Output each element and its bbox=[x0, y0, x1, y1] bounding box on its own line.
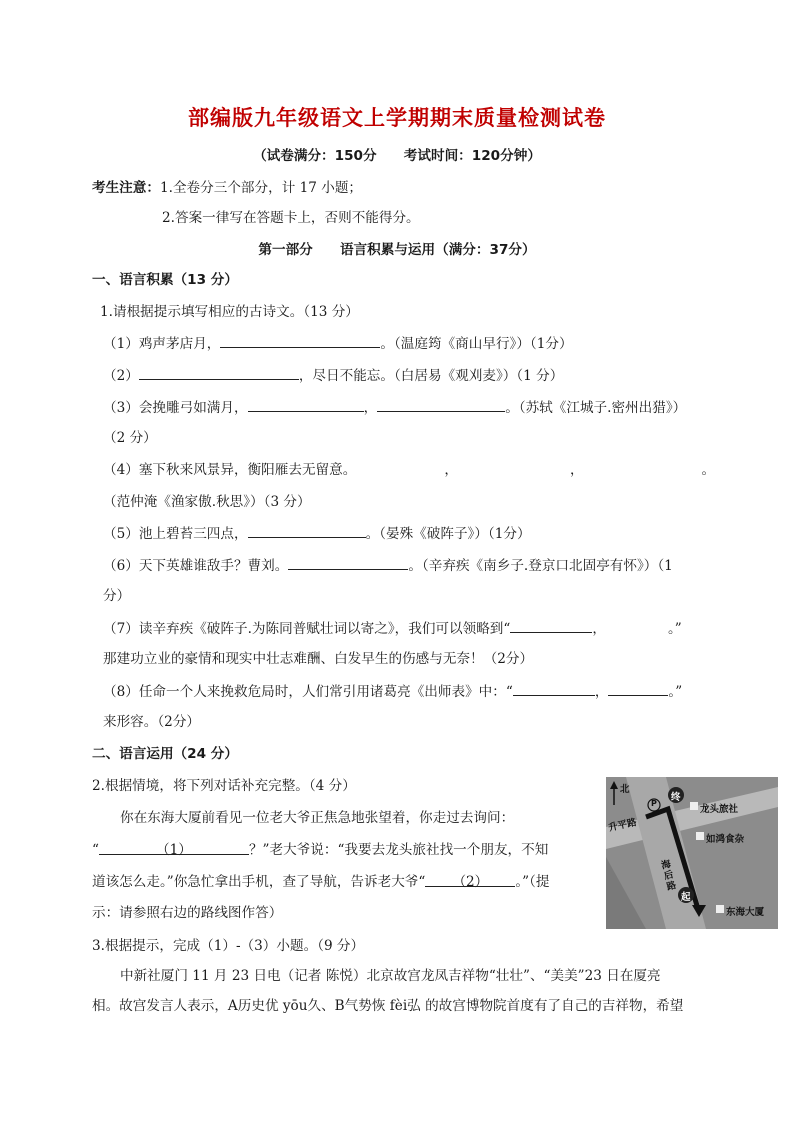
q1-sub3-score: （2 分） bbox=[103, 430, 157, 446]
q1-sub3-text: （3）会挽雕弓如满月， bbox=[103, 400, 248, 416]
q3-para-2: 相。故宫发言人表示，A历史优 yōu久、B气势恢 fèi弘 的故宫博物院首度有了自己的吉祥物，希望 bbox=[92, 998, 684, 1014]
q1-sub1-text: （1）鸡声茅店月， bbox=[103, 336, 221, 352]
answer-blank[interactable] bbox=[220, 333, 380, 348]
q2-para-3 bbox=[92, 872, 550, 892]
comma: ， bbox=[569, 462, 584, 478]
q1-sub2-source: ，尽日不能忘。（白居易《观刈麦》）（1 分） bbox=[298, 368, 564, 384]
q1-sub2-text: （2） bbox=[103, 368, 139, 384]
notice-item-2: 2.答案一律写在答题卡上，否则不能得分。 bbox=[162, 210, 420, 226]
route-map bbox=[606, 777, 778, 929]
q1-sub3-source: 。（苏轼《江城子.密州出猎》） bbox=[505, 400, 687, 416]
q2-para-2-text: ？”老大爷说：“我要去龙头旅社找一个朋友，不知 bbox=[248, 842, 549, 858]
parking-icon: P bbox=[651, 799, 657, 808]
q1-sub5-text: （5）池上碧苔三四点， bbox=[103, 526, 248, 542]
q1-sub6 bbox=[103, 555, 673, 576]
poi-ruhong: 如鸿食杂 bbox=[706, 834, 745, 845]
q1-sub8-continued: 来形容。（2分） bbox=[103, 714, 201, 730]
q1-sub8-text: （8）任命一个人来挽救危局时，人们常引用诸葛亮《出师表》中：“ bbox=[103, 684, 513, 700]
q1-sub1-source: 。（温庭筠《商山早行》）（1分） bbox=[380, 336, 573, 352]
q2-para-1: 你在东海大厦前看见一位老大爷正焦急地张望着，你走过去询问： bbox=[120, 810, 515, 826]
end-marker: 终 bbox=[671, 792, 681, 803]
q1-sub7 bbox=[103, 618, 682, 639]
answer-blank-2[interactable] bbox=[425, 872, 515, 890]
q2-para-3-end: 。”（提 bbox=[515, 874, 550, 890]
answer-blank[interactable] bbox=[248, 523, 366, 538]
q1-sub6-source: 。（辛弃疾《南乡子.登京口北固亭有怀》）（1 bbox=[408, 558, 673, 574]
q1-sub7-continued: 那建功立业的豪情和现实中壮志难酬、白发早生的伤感与无奈！（2分） bbox=[103, 651, 534, 667]
road-label-top: 升平路 bbox=[607, 817, 638, 834]
start-marker: 起 bbox=[681, 892, 691, 903]
notice-item-1: 1.全卷分三个部分，计 17 小题； bbox=[159, 180, 363, 196]
part1-heading: 第一部分 语言积累与运用（满分：37分） bbox=[258, 242, 536, 258]
page-title: 部编版九年级语文上学期期末质量检测试卷 bbox=[188, 106, 606, 130]
q1-sub3 bbox=[103, 397, 686, 418]
q1-sub4 bbox=[103, 460, 715, 480]
period: 。 bbox=[701, 462, 716, 478]
poi-longtou: 龙头旅社 bbox=[700, 804, 739, 815]
answer-blank[interactable] bbox=[248, 397, 364, 412]
answer-blank[interactable] bbox=[510, 618, 592, 633]
quote-end: 。” bbox=[667, 621, 682, 637]
q3-para-1: 中新社厦门 11 月 23 日电（记者 陈悦）北京故宫龙凤吉祥物“壮壮”、“美美”23 日在厦亮 bbox=[120, 968, 661, 984]
q1-sub4-source: （范仲淹《渔家傲.秋思》）（3 分） bbox=[103, 494, 311, 510]
exam-info: （试卷满分：150分 考试时间：120分钟） bbox=[253, 148, 541, 164]
q1-sub1 bbox=[103, 333, 573, 354]
quote-open: “ bbox=[92, 842, 99, 858]
q2-stem: 2.根据情境，将下列对话补充完整。（4 分） bbox=[92, 778, 356, 794]
q1-sub7-text: （7）读辛弃疾《破阵子.为陈同普赋壮词以寄之》，我们可以领略到“ bbox=[103, 621, 511, 637]
north-label: 北 bbox=[620, 784, 630, 795]
road-label-vertical: 海后路 bbox=[660, 858, 678, 893]
notice-line-1 bbox=[92, 178, 362, 198]
blank-number: （2） bbox=[452, 874, 489, 890]
q3-stem: 3.根据提示，完成（1）-（3）小题。（9 分） bbox=[92, 938, 365, 954]
q2-para-4: 示：请参照右边的路线图作答） bbox=[92, 905, 283, 921]
answer-blank[interactable] bbox=[377, 397, 505, 412]
comma: ， bbox=[363, 400, 378, 416]
comma: ， bbox=[592, 621, 606, 637]
comma: ， bbox=[594, 684, 609, 700]
answer-blank[interactable] bbox=[513, 681, 595, 696]
q1-sub5-source: 。（晏殊《破阵子》）（1分） bbox=[365, 526, 531, 542]
section2-heading: 二、语言运用（24 分） bbox=[92, 746, 238, 762]
notice-label: 考生注意： bbox=[92, 180, 160, 196]
q1-stem: 1.请根据提示填写相应的古诗文。（13 分） bbox=[100, 304, 359, 320]
quote-end: 。” bbox=[668, 684, 683, 700]
q1-sub6-score: 分） bbox=[103, 588, 131, 604]
answer-blank[interactable] bbox=[608, 681, 668, 696]
comma: ， bbox=[444, 462, 458, 478]
q1-sub8 bbox=[103, 681, 682, 702]
q1-sub5 bbox=[103, 523, 531, 544]
q1-sub6-text: （6）天下英雄谁敌手？曹刘。 bbox=[103, 558, 289, 574]
q2-para-3-text: 道该怎么走。”你急忙拿出手机，查了导航，告诉老大爷“ bbox=[92, 874, 426, 890]
answer-blank[interactable] bbox=[139, 365, 299, 380]
blank-number: （1） bbox=[156, 842, 192, 858]
poi-donghai: 东海大厦 bbox=[726, 907, 765, 918]
answer-blank[interactable] bbox=[288, 555, 408, 570]
q2-para-2 bbox=[92, 840, 548, 860]
q1-sub4-text: （4）塞下秋来风景异，衡阳雁去无留意。 bbox=[103, 462, 357, 478]
answer-blank-1[interactable] bbox=[99, 840, 249, 858]
q1-sub2 bbox=[103, 365, 563, 386]
section1-heading: 一、语言积累（13 分） bbox=[92, 272, 238, 288]
